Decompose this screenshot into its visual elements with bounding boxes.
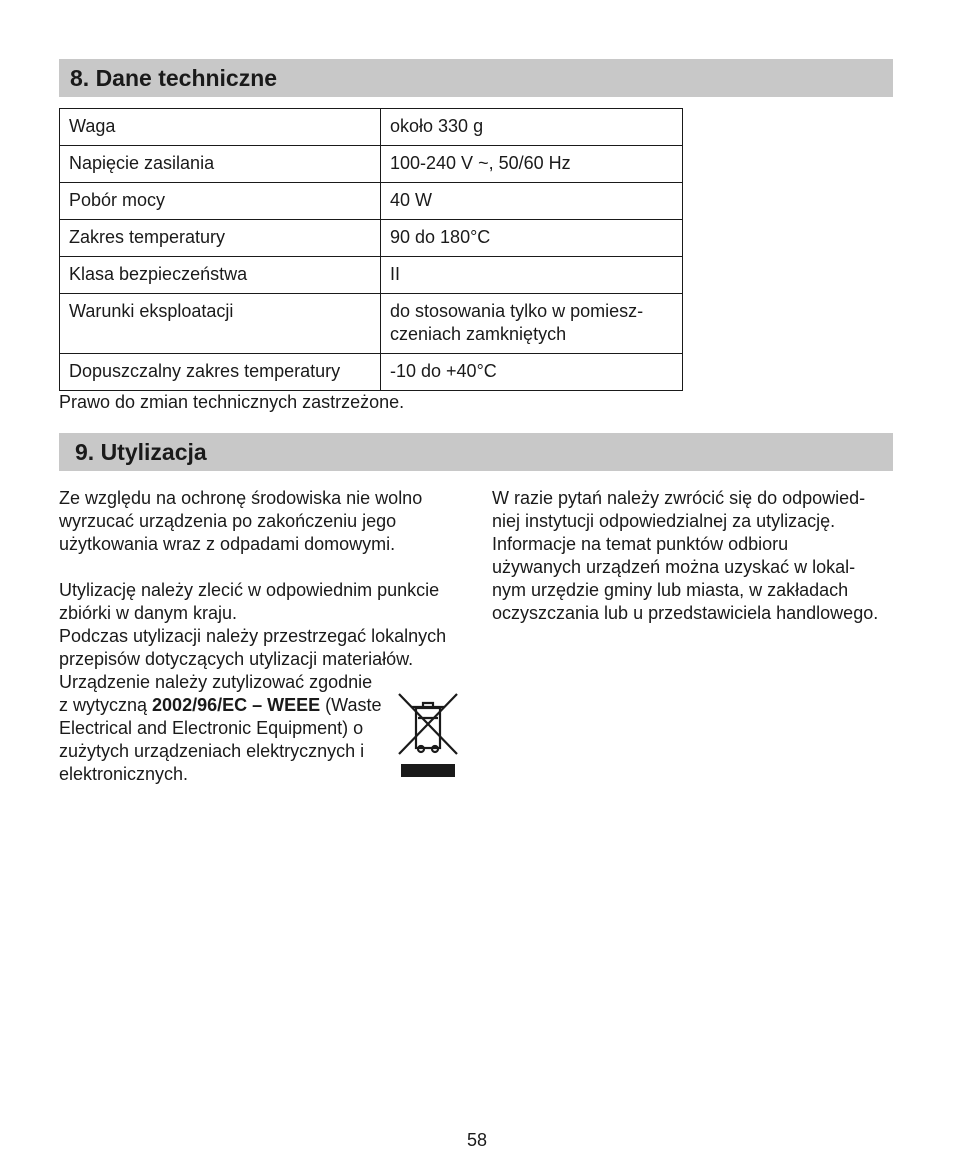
text-line: zbiórki w danym kraju. [59, 603, 238, 623]
paragraph [59, 625, 469, 671]
technical-changes-note: Prawo do zmian technicznych zastrzeżone. [59, 392, 405, 412]
text-line: użytkowania wraz z odpadami domowymi. [59, 534, 396, 554]
disposal-right-column [492, 487, 902, 625]
text-line: zużytych urządzeniach elektrycznych i [59, 741, 365, 761]
spec-value: 40 W [381, 183, 683, 220]
text-line: nym urzędzie gminy lub miasta, w zakładach [492, 580, 849, 600]
section-9-title: 9. Utylizacja [75, 439, 207, 465]
text-line: Podczas utylizacji należy przestrzegać lokalnych [59, 626, 447, 646]
spec-value: II [381, 257, 683, 294]
technical-data-table [59, 108, 683, 391]
text-line: W razie pytań należy zwrócić się do odpowied- [492, 488, 866, 508]
spec-value: 90 do 180°C [381, 220, 683, 257]
text-line: wyrzucać urządzenia po zakończeniu jego [59, 511, 397, 531]
spec-value: około 330 g [381, 109, 683, 146]
spec-label: Dopuszczalny zakres temperatury [60, 354, 381, 391]
spec-label: Pobór mocy [60, 183, 381, 220]
spec-value: 100-240 V ~, 50/60 Hz [381, 146, 683, 183]
spec-value-line: do stosowania tylko w pomiesz- [390, 301, 644, 321]
section-9-header [59, 433, 893, 471]
text-line: niej instytucji odpowiedzialnej za utylizację. [492, 511, 836, 531]
spec-label: Zakres temperatury [60, 220, 381, 257]
spec-label: Warunki eksploatacji [60, 294, 381, 354]
text-line: Utylizację należy zlecić w odpowiednim punkcie [59, 580, 440, 600]
text-line: Urządzenie należy zutylizować zgodnie [59, 672, 373, 692]
text-line: elektronicznych. [59, 764, 189, 784]
paragraph [492, 487, 902, 625]
spec-value: -10 do +40°C [381, 354, 683, 391]
page-number: 58 [466, 1130, 488, 1150]
section-8-title: 8. Dane techniczne [70, 65, 278, 91]
directive-reference: 2002/96/EC – WEEE [152, 695, 321, 715]
table-row [60, 354, 683, 391]
text-line: z wytyczną [59, 695, 153, 715]
spec-label: Klasa bezpieczeństwa [60, 257, 381, 294]
paragraph [59, 579, 469, 625]
spec-label: Waga [60, 109, 381, 146]
spec-value-line: czeniach zamkniętych [390, 324, 567, 344]
text-line: używanych urządzeń można uzyskać w lokal- [492, 557, 856, 577]
section-8-header [59, 59, 893, 97]
table-row [60, 146, 683, 183]
table-row [60, 220, 683, 257]
table-row [60, 183, 683, 220]
text-line: Informacje na temat punktów odbioru [492, 534, 789, 554]
table-row [60, 294, 683, 354]
text-line: Electrical and Electronic Equipment) o [59, 718, 364, 738]
text-line: (Waste [320, 695, 382, 715]
spec-value [381, 294, 683, 354]
text-line: oczyszczania lub u przedstawiciela handlowego. [492, 603, 879, 623]
weee-crossed-bin-icon [395, 690, 461, 780]
table-row [60, 109, 683, 146]
text-line: Ze względu na ochronę środowiska nie wolno [59, 488, 423, 508]
table-row [60, 257, 683, 294]
paragraph [59, 487, 469, 556]
spec-label: Napięcie zasilania [60, 146, 381, 183]
text-line: przepisów dotyczących utylizacji materiałów. [59, 649, 414, 669]
